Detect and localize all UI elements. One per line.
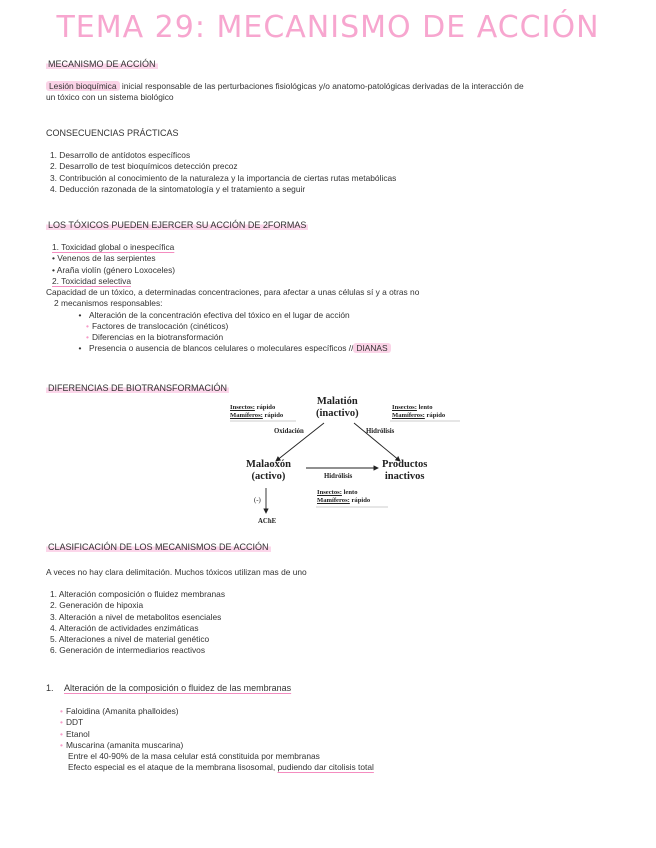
biotransformation-diagram [228,393,473,533]
oxidation-label: Oxidación [274,428,304,435]
section-heading-clasificacion: CLASIFICACIÓN DE LOS MECANISMOS DE ACCIÓN [48,542,269,552]
mechanism-item: • Presencia o ausencia de blancos celulares o moleculares específicos // DIANAS [46,343,419,354]
bullet-icon: • [60,739,63,750]
list-item: • Faloidina (Amanita phalloides) [60,706,179,716]
left-rate-box: Insectos: rápido Mamíferos: rápido [230,404,284,419]
malaoxon-label: Malaoxón (activo) [246,459,291,482]
inhibition-label: (-) [254,497,261,504]
section-heading-membranas: 1. Alteración de la composición o fluidez de las membranas [46,683,292,693]
formas-list [52,242,175,287]
list-item: 1. Alteración composición o fluidez membranas [50,589,226,599]
clasificacion-list [50,589,225,657]
clasificacion-intro: A veces no hay clara delimitación. Muchos tóxicos utilizan mas de uno [46,567,307,577]
membranas-list [60,706,374,774]
bullet-icon: • [60,728,63,739]
section-heading-mecanismo: MECANISMO DE ACCIÓN [48,59,156,69]
list-item: 3. Contribución al conocimiento de la naturaleza y la importancia de ciertas rutas metabólicas [50,172,397,183]
list-item: 3. Alteración a nivel de metabolitos esenciales [50,611,222,622]
definition-paragraph: Lesión bioquímica inicial responsable de las perturbaciones fisiológicas y/o anatomo-patológicas derivadas de la interacción de un tóxico con un sistema biológico [46,81,524,102]
highlighted-term: Lesión bioquímica [46,81,120,91]
list-item: • DDT [60,717,84,728]
list-item: • Araña violín (género Loxoceles) [52,264,176,275]
membranas-note: Entre el 40-90% de la masa celular está constituida por membranas [68,751,320,762]
sub-mechanism-item: • Factores de translocación (cinéticos) [86,320,229,331]
selectiva-detail [46,287,419,355]
ache-label: AChE [258,518,277,525]
capacity-text: Capacidad de un tóxico, a determinadas concentraciones, para afectar a unas células sí y a otras no [46,287,420,297]
list-item: 1. Desarrollo de antídotos específicos [50,150,191,160]
productos-label: Productos inactivos [382,459,428,482]
list-item: 1. Toxicidad global o inespecífica [52,242,175,252]
hydrolysis-label-1: Hidrólisis [366,428,395,435]
hydrolysis-label-2: Hidrólisis [324,473,353,480]
list-item: 2. Toxicidad selectiva [52,275,131,286]
mechanism-item: • Alteración de la concentración efectiva del tóxico en el lugar de acción [78,309,350,320]
sub-mechanism-item: • Diferencias en la biotransformación [86,332,224,343]
mechanisms-intro: 2 mecanismos responsables: [54,298,163,309]
list-item: • Etanol [60,728,90,739]
bullet-icon: • [60,717,63,728]
page-title: TEMA 29: MECANISMO DE ACCIÓN [56,10,600,45]
membranas-note: Efecto especial es el ataque de la membrana lisosomal, pudiendo dar citolisis total [68,762,374,773]
right-rate-box: Insectos: lento Mamíferos: rápido [392,404,446,419]
list-item: • Venenos de las serpientes [52,253,156,264]
list-item: • Muscarina (amanita muscarina) [60,739,184,750]
list-item: 5. Alteraciones a nivel de material genético [50,634,210,645]
list-item: 4. Deducción razonada de la sintomatología y el tratamiento a seguir [50,183,306,194]
bullet-icon: • [60,706,63,716]
section-heading-biotransformacion: DIFERENCIAS DE BIOTRANSFORMACIÓN [48,383,228,393]
consecuencias-list [50,150,396,195]
list-item: 6. Generación de intermediarios reactivos [50,645,206,656]
list-item: 4. Alteración de actividades enzimáticas [50,622,199,633]
malation-label: Malatión (inactivo) [316,396,359,419]
section-heading-consecuencias: CONSECUENCIAS PRÁCTICAS [46,128,179,138]
bottom-rate-box: Insectos: lento Mamíferos: rápido [317,489,371,504]
list-item: 2. Desarrollo de test bioquímicos detección precoz [50,161,238,172]
list-item: 2. Generación de hipoxia [50,600,144,611]
section-heading-formas: LOS TÓXICOS PUEDEN EJERCER SU ACCIÓN DE 2FORMAS [48,220,307,230]
